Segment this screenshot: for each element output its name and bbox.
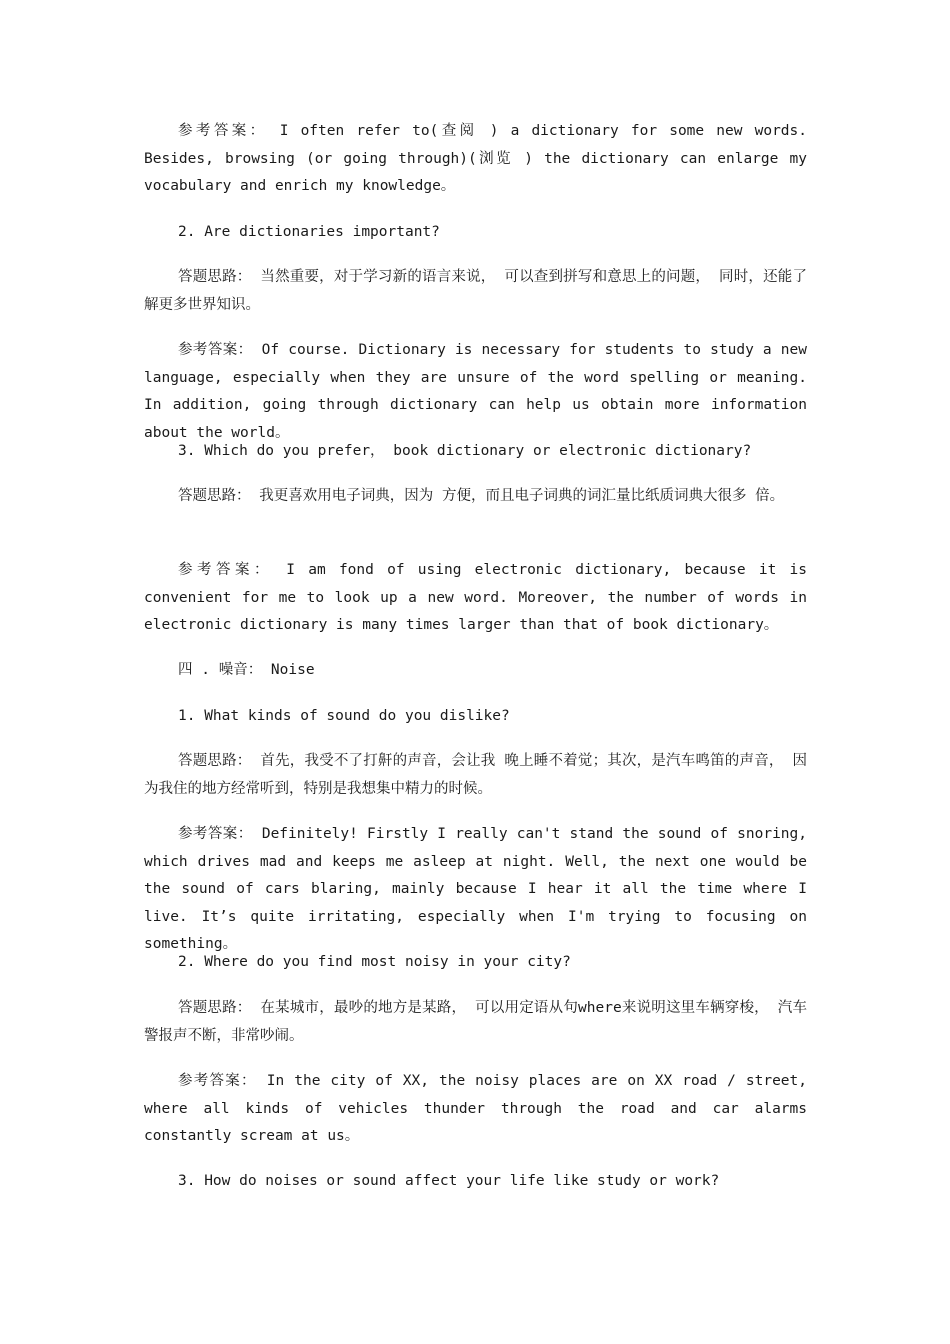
hint-paragraph: 答题思路： 在某城市，最吵的地方是某路， 可以用定语从句where来说明这里车辆穿梭， 汽车警报声不断，非常吵闹。	[144, 1000, 807, 1044]
hint-paragraph: 答题思路： 当然重要，对于学习新的语言来说， 可以查到拼写和意思上的问题， 同时，还能了解更多世界知识。	[144, 269, 807, 313]
answer-paragraph: 参考答案： Definitely! Firstly I really can't stand the sound of snoring, which drives mad and keeps me asleep at night. Well, the next one would be the sound of cars blaring, mainly because I hear it all the time where I live. It’s quite irritating, especially when I'm trying to focusing on something。	[144, 826, 807, 952]
question-heading: 2. Are dictionaries important?	[178, 224, 440, 240]
answer-paragraph: 参考答案： I am fond of using electronic dictionary, because it is convenient for me to look up a new word. Moreover, the number of words in electronic dictionary is many times larger than that of book dictionary。	[144, 562, 807, 633]
section-title: 四 . 噪音： Noise	[178, 662, 315, 678]
question-heading: 3. How do noises or sound affect your life like study or work?	[178, 1173, 720, 1189]
answer-paragraph: 参考答案： I often refer to(查阅 ) a dictionary for some new words. Besides, browsing (or going through)(浏览 ) the dictionary can enlarge my vocabulary and enrich my knowledge。	[144, 123, 807, 194]
hint-paragraph: 答题思路： 我更喜欢用电子词典，因为 方便，而且电子词典的词汇量比纸质词典大很多 倍。	[178, 488, 785, 504]
answer-paragraph: 参考答案： In the city of XX, the noisy places are on XX road / street, where all kinds of vehicles thunder through the road and car alarms constantly scream at us。	[144, 1073, 807, 1144]
question-heading: 1. What kinds of sound do you dislike?	[178, 708, 510, 724]
answer-paragraph: 参考答案： Of course. Dictionary is necessary for students to study a new language, especially when they are unsure of the word spelling or meaning. In addition, going through dictionary can help us obtain more information about the world。	[144, 342, 807, 441]
question-heading: 3. Which do you prefer， book dictionary or electronic dictionary?	[178, 443, 752, 459]
hint-paragraph: 答题思路： 首先，我受不了打鼾的声音，会让我 晚上睡不着觉；其次，是汽车鸣笛的声音， 因为我住的地方经常听到，特别是我想集中精力的时候。	[144, 753, 807, 797]
question-heading: 2. Where do you find most noisy in your city?	[178, 954, 571, 970]
